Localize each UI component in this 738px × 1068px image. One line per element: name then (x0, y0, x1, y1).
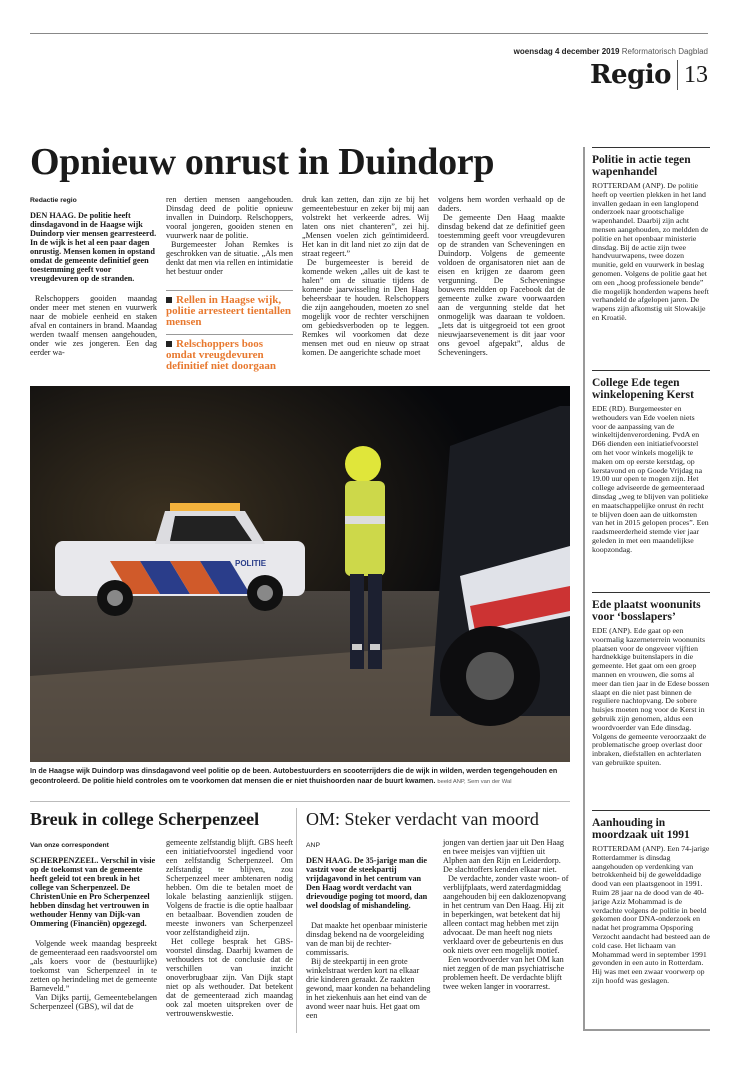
related-link-2[interactable] (166, 334, 293, 372)
main-headline: Opnieuw onrust in Duindorp (30, 141, 495, 183)
breuk-headline: Breuk in college Scherpenzeel (30, 809, 260, 829)
section-divider (30, 801, 570, 802)
paragraph: Volgende week maandag bespreekt de gemeenteraad een raadsvoorstel om „als koers voor de (bestuurlijke) toekomst van Scherpenzeel in te zetten op herindeling met de gemeente Barneveld.” (30, 939, 157, 993)
paragraph: Het college besprak het GBS-voorstel dinsdag. Daarbij kwamen de wethouders tot de conclusie dat de verschillen van inzicht onoverbrugbaar zijn. Van Dijk stapt niet op als wethouder. Dat betekent dat de gemeenteraad zich maandag ook zal moeten uitspreken over de vertrouwenskwestie. (166, 937, 293, 1018)
brief-title: Aanhouding in moordzaak uit 1991 (592, 817, 690, 841)
photo-caption (30, 766, 570, 787)
section-separator (677, 60, 678, 90)
paragraph: De verdachte, zonder vaste woon- of verblijfplaats, werd zaterdagmiddag aangehouden bij een daklozenopvang in het centrum van Den Haag. Hij zit in beperkingen, wat betekent dat hij alleen contact mag hebben met zijn advocaat. De man heeft nog niets verklaard over de gebeurtenis en dus ook niets over een mogelijk motief. (443, 874, 569, 955)
paragraph: Dat maakte het openbaar ministerie dinsdag bekend na de voorgeleiding van de man bij de rechter-commissaris. (306, 921, 428, 957)
news-photo (30, 386, 570, 762)
related-link-1[interactable] (166, 290, 293, 328)
byline: Redactie regio (30, 197, 77, 204)
brief-title: Politie in actie tegen wapenhandel (592, 154, 691, 178)
section-header (590, 60, 708, 90)
paragraph: Relschoppers gooiden maandag onder meer met stenen en vuurwerk naar de mobiele eenheid en staken afval en containers in brand. Maandag werden twaalf mensen aangehouden, onder wie zes jongeren. Een dag eerder wa- (30, 294, 157, 357)
lead-paragraph: DEN HAAG. De 35-jarige man die vastzit voor de steekpartij vrijdagavond in het centrum van Den Haag wordt verdacht van drievoudige poging tot moord, dan wel doodslag of mishandeling. (306, 856, 428, 910)
byline: Van onze correspondent (30, 842, 109, 849)
issue-date: woensdag 4 december 2019 (513, 47, 620, 56)
paragraph: Bij de steekpartij in een grote winkelstraat werden kort na elkaar drie kinderen geraakt. Ze raakten gewond, maar konden na behandeling in het ziekenhuis aan het eind van de avond weer naar huis. Het gaat om een (306, 957, 431, 1020)
related-link-text: Relschoppers boos omdat vreugdevuren definitief niet doorgaan (166, 338, 276, 372)
news-briefs-sidebar (583, 147, 708, 1031)
related-link-text: Rellen in Haagse wijk, politie arresteert tientallen mensen (166, 294, 292, 328)
lead-paragraph: DEN HAAG. De politie heeft dinsdagavond in de Haagse wijk Duindorp vier mensen gearresteerd. In de wijk is het al een paar dagen onrustig. Mensen komen in opstand omdat de gemeente definitief geen toestemming geeft voor vreugdevuren op de stranden. (30, 211, 157, 283)
caption-text: In de Haagse wijk Duindorp was dinsdagavond veel politie op de been. Autobestuurders en scooterrijders die de wijk in wilden, werden tegengehouden en gecontroleerd. De politie hield controles om te voorkomen dat mensen die er niet thuishoorden naar de buurt kwamen. (30, 766, 558, 785)
paragraph: jongen van dertien jaar uit Den Haag en twee meisjes van vijftien uit Alphen aan den Rijn en Leiderdorp. De slachtoffers kenden elkaar niet. (443, 838, 564, 874)
brief-winkelopening (592, 370, 710, 555)
breuk-column-1 (30, 842, 157, 1011)
brief-title: College Ede tegen winkelopening Kerst (592, 377, 694, 401)
brief-woonunits (592, 592, 710, 768)
paragraph: De burgemeester is bereid de komende weken „alles uit de kast te halen” om de situatie tijdens de komende jaarwisseling in Den Haag beheersbaar te houden. Relschoppers die zijn aangehouden, moeten zo snel mogelijk voor de rechter verschijnen om gebiedsverboden op te leggen. Remkes wil voorkomen dat deze mensen met oud en nieuw op straat komen. De aangerichte schade moet (302, 258, 429, 357)
section-name: Regio (589, 60, 671, 90)
brief-text: EDE (RD). Burgemeester en wethouders van Ede voelen niets voor de aanpassing van de winkeltijdenverordening. PvdA en D66 dienden een initiatiefvoorstel om het voor winkels mogelijk te maken om op eerste kerstdag, op kerstavond en op Goede Vrijdag na 19.00 uur open te mogen zijn. Het college adviseerde de gemeenteraad dinsdag „weg te blijven van politieke en maatschappelijke onrust én recht te blijven doen aan de uitkomsten van het in 2015 gelopen proces”. Een raadsmeerderheid stemde vier jaar geleden in met een maandelijkse koopzondag. (592, 404, 709, 554)
lead-paragraph: SCHERPENZEEL. Verschil in visie op de toekomst van de gemeente heeft geleid tot een breuk in het college van Scherpenzeel. De ChristenUnie en Pro Scherpenzeel hebben dinsdag het vertrouwen in wethouder Henny van Dijk-van Ommering (Financiën) opgezegd. (30, 856, 156, 928)
main-column-4 (438, 195, 565, 357)
brief-text: ROTTERDAM (ANP). Een 74-jarige Rotterdammer is dinsdag aangehouden op verdenking van betrokkenheid bij de gewelddadige dood van een plaatsgenoot in 1991. Ruim 28 jaar na de dood van de 40-jarige Aziz Mohammad is de verdachte volgens de politie in beeld gekomen door DNA-onderzoek en nadat het programma Opsporing Verzocht aandacht had besteed aan de cold case. Het lichaam van Mohammad werd in september 1991 gevonden in een auto in Rotterdam. Hij was met een zwaar voorwerp op zijn hoofd was geslagen. (592, 844, 710, 985)
brief-moordzaak (592, 810, 710, 986)
breuk-column-2 (166, 838, 293, 1018)
bullet-square-icon (166, 297, 172, 303)
paragraph: De gemeente Den Haag maakte dinsdag bekend dat ze definitief geen toestemming geeft voor vreugdevuren op de stranden van Scheveningen en Duindorp. Volgens de gemeente voldoen de organisatoren niet aan de eisen en krijgen ze daarom geen vergunning. De Scheveningse bouwers meldden op Facebook dat de gemeente zulke zware voorwaarden aan de vergunning stelde dat het onmogelijk was daaraan te voldoen. „Iets dat is uitgegroeid tot een groot nieuwjaarsevenement is dit jaar voor ons gevoel afgepakt”, aldus de Scheveningers. (438, 213, 565, 357)
om-headline: OM: Steker verdacht van moord (306, 809, 539, 829)
paragraph: gemeente zelfstandig blijft. GBS heeft een initiatiefvoorstel ingediend voor een zelfstandig Scherpenzeel. Om zelfstandig te blijven, zou Scherpenzeel meer ambtenaren nodig hebben. Om die te betalen moet de lokale belasting aanzienlijk stijgen. Volgens de fractie is die optie haalbaar en betaalbaar. Bovendien zouden de meeste inwoners van Scherpenzeel voor zelfstandigheid zijn. (166, 838, 293, 937)
paragraph: Burgemeester Johan Remkes is geschrokken van de situatie. „Als men denkt dat men via rellen en intimidatie het bestuur onder (166, 240, 293, 276)
brief-wapenhandel (592, 147, 710, 323)
car-livery-text: POLITIE (235, 559, 267, 568)
main-column-3 (302, 195, 429, 357)
om-column-1 (306, 842, 433, 1020)
main-column-1 (30, 197, 157, 357)
brief-title: Ede plaatst woonunits voor ‘bosslapers’ (592, 599, 701, 623)
paragraph: Een woordvoerder van het OM kan niet zeggen of de man psychiatrische problemen heeft. De verdachte blijft twee weken langer in voorarrest. (443, 955, 565, 991)
paper-name: Reformatorisch Dagblad (621, 47, 708, 56)
page-number: 13 (684, 61, 708, 88)
dateline (514, 47, 708, 56)
paragraph: volgens hem worden verhaald op de daders. (438, 195, 565, 213)
brief-text: ROTTERDAM (ANP). De politie heeft op veertien plekken in het land invallen gedaan in een langlopend onderzoek naar grootschalige wapenhandel. Daarbij zijn acht mensen aangehouden, zo meldden de politie en het openbaar ministerie dinsdag. Bij de actie zijn twee handvuurwapens, twee dozen munitie, geld en vuurwerk in beslag genomen. Volgens de politie gaat het om een „hoog professionele bende” die mogelijk honderden wapens heeft verhandeld de afgelopen jaren. De wapens zijn afkomstig uit Slowakije en Kroatië. (592, 181, 709, 322)
om-column-2 (443, 838, 570, 991)
police-scene-illustration (30, 386, 570, 762)
paragraph: druk kan zetten, dan zijn ze bij het gemeentebestuur en zeker bij mij aan volstrekt het verkeerde adres. Wij laten ons niet chanteren”, zei hij. „Mensen voelen zich geïntimideerd. Het kan in dit land niet zo zijn dat de straat regeert.” (302, 195, 429, 258)
main-column-2 (166, 195, 293, 372)
byline: ANP (306, 842, 320, 849)
column-rule (296, 808, 297, 1033)
sidebar-bottom-rule (585, 1029, 710, 1031)
brief-text: EDE (ANP). Ede gaat op een voormalig kazerneterrein woonunits plaatsen voor de ongeveer vijftien hardnekkige buitenslapers in die gemeente. Het gaat om een groep mannen en vrouwen, die soms al meer dan tien jaar in de Edese bossen slaapt en die niet past binnen de reguliere nachtopvang. De sobere huisjes moeten nog voor de Kerst in gebruik zijn genomen, aldus een woordvoerder van Ede dinsdag. Volgens de gemeente veroorzaakt de problematische groep overlast door inbraken, diefstallen en achterlaten van gebruikte spuiten. (592, 626, 710, 767)
top-rule (30, 33, 708, 34)
police-motorcycle (430, 406, 570, 726)
paragraph: Van Dijks partij, Gemeentebelangen Scherpenzeel (GBS), wil dat de (30, 993, 157, 1011)
bullet-square-icon (166, 341, 172, 347)
photo-credit: beeld ANP, Sem van der Wal (437, 779, 512, 785)
paragraph: ren dertien mensen aangehouden. Dinsdag deed de politie opnieuw invallen in Duindorp. Relschoppers, vooral jongeren, gooiden stenen en vuurwerk naar de politie. (166, 195, 293, 240)
